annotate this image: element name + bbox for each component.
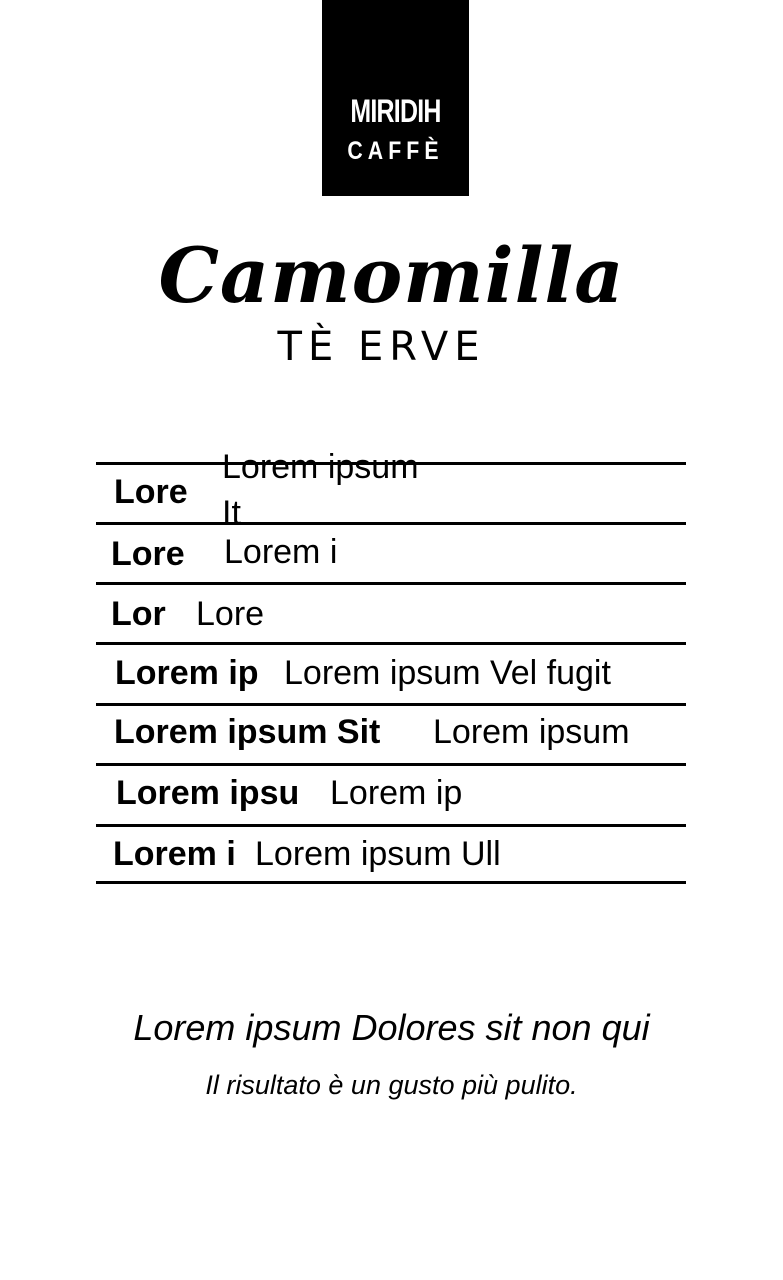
- product-type: TÈ ERVE: [277, 324, 486, 370]
- table-rule: [96, 582, 686, 585]
- spec-value: Lorem ipsum: [433, 713, 630, 751]
- spec-value: Lore: [196, 595, 265, 633]
- tagline: Lorem ipsum Dolores sit non qui: [133, 1007, 650, 1048]
- logo-sub-text: CAFFÈ: [347, 137, 444, 165]
- tasting-note: Il risultato è un gusto più pulito.: [205, 1070, 578, 1100]
- spec-value: Lorem ip: [330, 774, 463, 812]
- spec-label: Lore: [114, 473, 188, 511]
- product-name: Camomilla: [158, 231, 625, 320]
- table-rule: [96, 642, 686, 645]
- spec-value: Lorem i: [224, 533, 338, 571]
- table-rule: [96, 824, 686, 827]
- table-rule: [96, 763, 686, 766]
- spec-label: Lore: [111, 535, 185, 573]
- table-rule: [96, 703, 686, 706]
- spec-label: Lor: [111, 595, 166, 633]
- spec-value: Lorem ipsum It: [222, 448, 419, 532]
- spec-label: Lorem ip: [115, 654, 259, 692]
- brand-logo: [322, 0, 469, 196]
- spec-label: Lorem ipsum Sit: [114, 713, 381, 751]
- table-rule: [96, 881, 686, 884]
- logo-brand-text: MIRIDIH: [350, 93, 441, 129]
- spec-label: Lorem ipsu: [116, 774, 300, 812]
- spec-label: Lorem i: [113, 835, 236, 873]
- spec-value: Lorem ipsum Vel fugit: [284, 654, 611, 692]
- spec-value: Lorem ipsum Ull: [255, 835, 501, 873]
